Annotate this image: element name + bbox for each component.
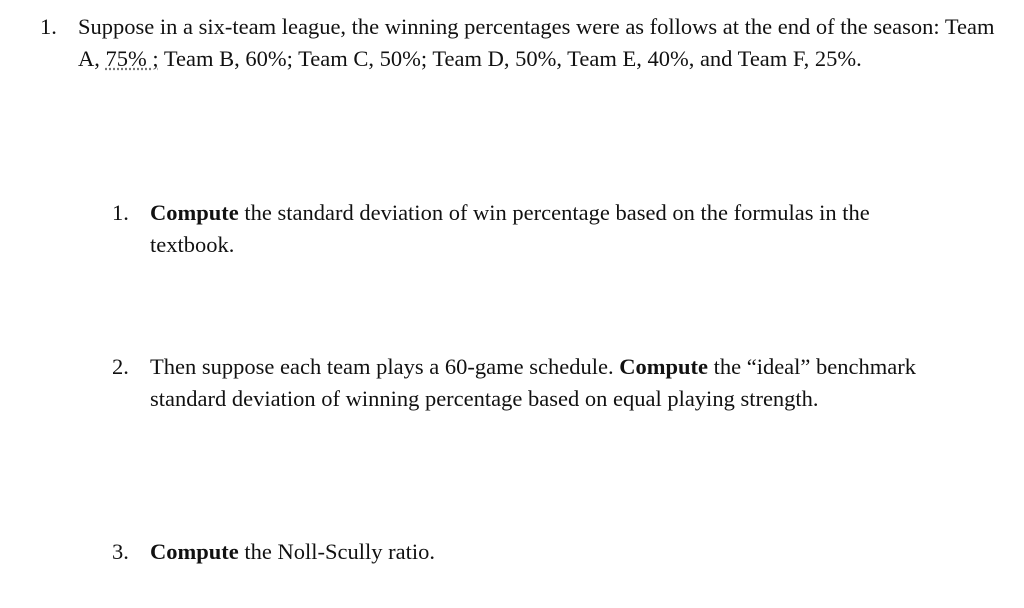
subitem-3 [112,536,932,568]
subitem-intro: Then suppose each team plays a 60-game schedule. [150,354,620,379]
subitem-body: the “ideal” benchmark standard deviation of winning percentage based on equal playing strength. [150,354,916,411]
subitem-body: the Noll-Scully ratio. [238,539,435,564]
subitem-number: 3. [112,539,129,564]
problem-text-part-2: Team B, 60%; Team C, 50%; Team D, 50%, Team E, 40%, and Team F, 25%. [158,46,862,71]
subitem-text [150,197,940,261]
subitem-number: 2. [112,354,129,379]
subitem-text [150,536,940,568]
bold-keyword: Compute [150,200,239,225]
problem-statement [78,11,998,75]
subitem-number: 1. [112,200,129,225]
subitem-1 [112,197,932,261]
problem-text-part-1: Suppose in a six-team league, the winning percentages were as follows at the end of the season: Team A, [78,14,995,71]
underlined-percentage: 75% ; [105,46,159,71]
bold-keyword: Compute [150,539,239,564]
subitem-body: the standard deviation of win percentage based on the formulas in the textbook. [150,200,870,257]
problem-1 [40,11,1000,75]
problem-number: 1. [40,14,57,39]
bold-keyword: Compute [619,354,708,379]
subitem-text [150,351,940,415]
subitem-2 [112,351,932,415]
